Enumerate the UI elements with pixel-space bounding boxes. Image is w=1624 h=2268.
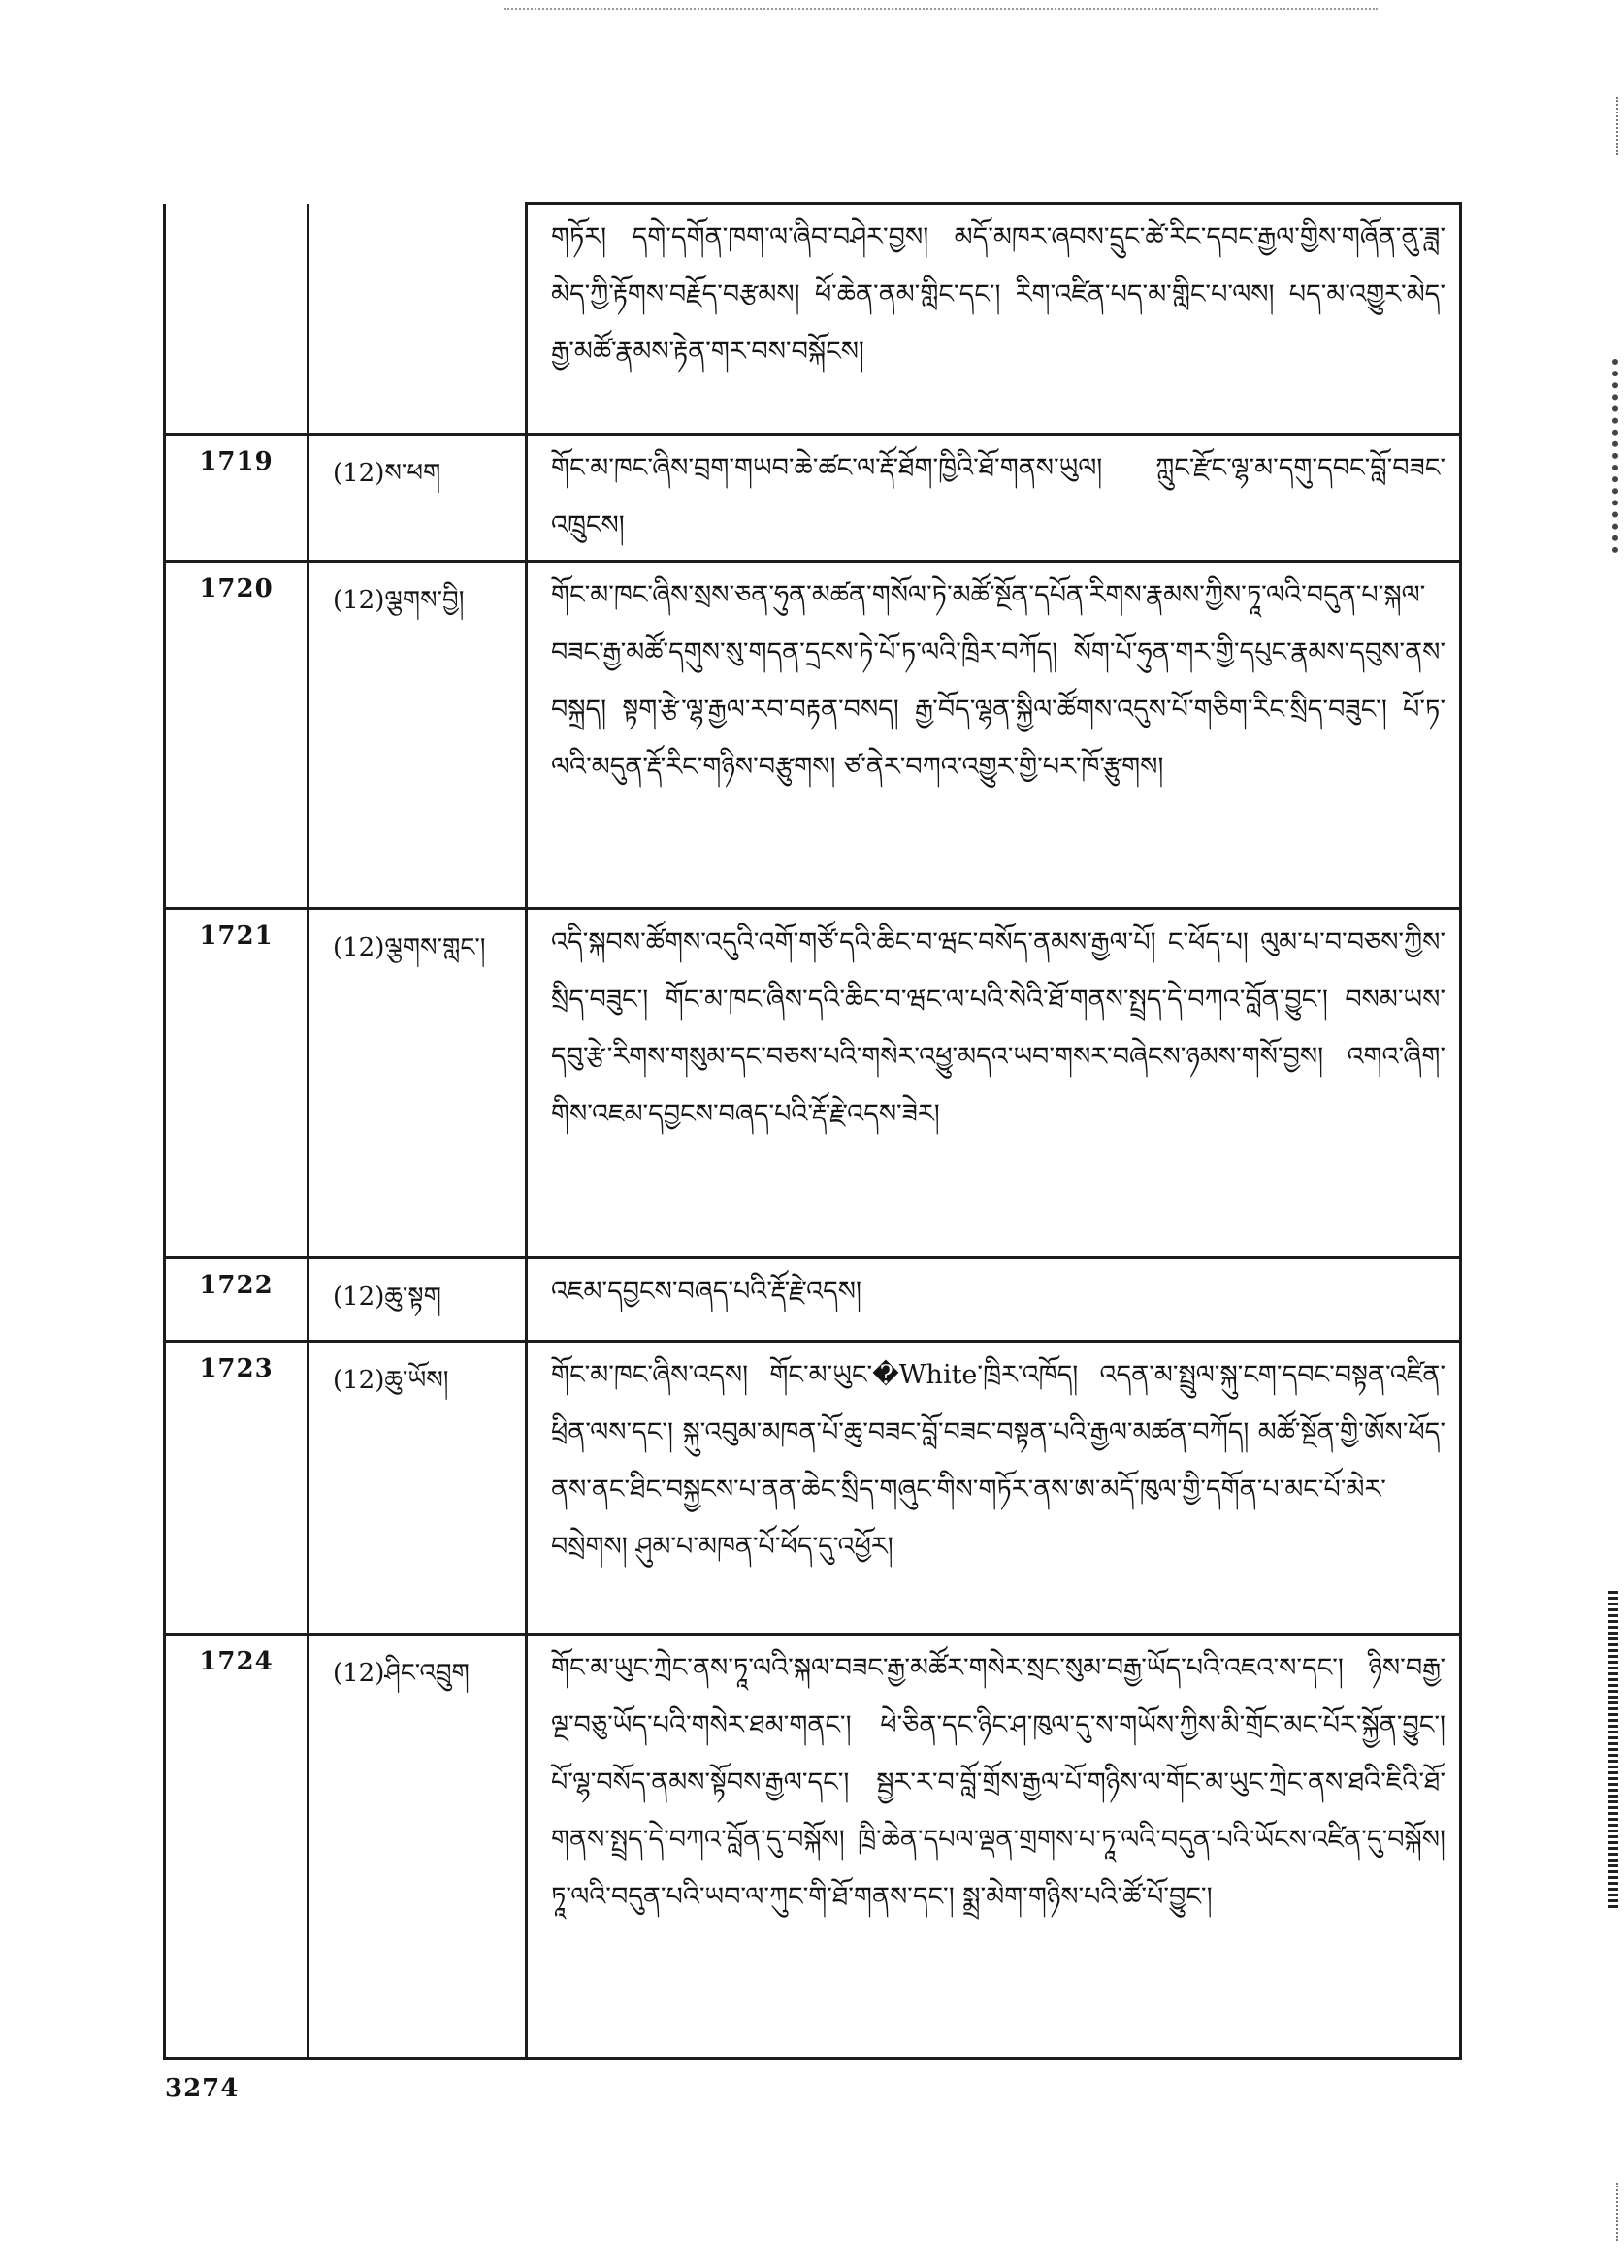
entry-number: 1720 [165,562,309,909]
entry-number: 1719 [165,435,309,562]
entry-definition: གཏོར། དགེ་དགོན་ཁག་ལ་ཞིབ་བཤེར་བྱས། མདོ་མཁར་ཞབས་དྲུང་ཚེ་རིང་དབང་རྒྱལ་གྱིས་གཞོན་ནུ་ཟླ་མེད་ཀྱི་རྟོགས་བརྗོད་བརྩམས། ཕོ་ཆེན་ནམ་གླིང་དང་། རིག་འཛིན་པད་མ་གླིང་པ་ལས། པད་མ་འགྱུར་མེད་རྒྱ་མཚོ་རྣམས་རྟེན་གར་བས་བསྐོངས། [527,204,1461,435]
page-number: 3274 [165,2074,240,2103]
scan-edge-mark [1608,1591,1618,1911]
entry-number: 1723 [165,1342,309,1635]
entry-definition: འདི་སྐབས་ཚོགས་འདུའི་འགོ་གཙོ་དའི་ཆིང་བ་ཝང་བསོད་ནམས་རྒྱལ་པོ། ང་ཕོད་པ། ལུམ་པ་བ་བཅས་ཀྱིས་སྲིད་བཟུང་། གོང་མ་ཁང་ཞིས་དའི་ཆིང་བ་ཝང་ལ་པའི་སེའི་ཐོ་གནས་སྤྲད་དེ་བཀའ་བློན་བྱུང་། བསམ་ཡས་དབུ་རྩེ་རིགས་གསུམ་དང་བཅས་པའི་གསེར་འཕྱུ་མདའ་ཡབ་གསར་བཞེངས་ཉམས་གསོ་བྱས། འགའ་ཞིག་གིས་འཇམ་དབྱངས་བཞད་པའི་རྡོ་རྗེ་འདས་ཟེར། [527,909,1461,1258]
entry-definition: གོང་མ་ཁང་ཞིས་འདས། གོང་མ་ཡུང་�White་ཁྲིར་འཁོད། འདན་མ་སྤྲུལ་སྐུ་ངག་དབང་བསྟན་འཛིན་ཕྲིན་ལས་དང་། སྐུ་འབུམ་མཁན་པོ་ཆུ་བཟང་བློ་བཟང་བསྟན་པའི་རྒྱལ་མཚན་བཀོད། མཚོ་སྔོན་གྱི་ཨོས་ཕོད་ནས་ནང་ཐིང་བསྐྱངས་པ་ནན་ཆེང་སྲིད་གཞུང་གིས་གཏོར་ནས་ཨ་མདོ་ཁུལ་གྱི་དགོན་པ་མང་པོ་མེར་བསྲེགས། ཤུམ་པ་མཁན་པོ་ཕོད་དུ་འཕྱོར། [527,1342,1461,1635]
entry-headword [309,204,527,435]
entry-definition: གོང་མ་ཡུང་ཀྲེང་ནས་ཏཱ་ལའི་སྐལ་བཟང་རྒྱ་མཚོར་གསེར་སྲང་སུམ་བརྒྱ་ཡོད་པའི་འཇའ་ས་དང་། ཉིས་བརྒྱ་ལྔ་བཅུ་ཡོད་པའི་གསེར་ཐམ་གནང་། ཕེ་ཅིན་དང་ཉིང་ཤ་ཁུལ་དུ་ས་གཡོས་ཀྱིས་མི་གྲོང་མང་པོར་སྐྱོན་བྱུང་། པོ་ལྷ་བསོད་ནམས་སྟོབས་རྒྱལ་དང་། སྦྱར་ར་བ་བློ་གྲོས་རྒྱལ་པོ་གཉིས་ལ་གོང་མ་ཡུང་ཀྲེང་ནས་ཐའི་ཇིའི་ཐོ་གནས་སྤྲད་དེ་བཀའ་བློན་དུ་བསྐོས། ཁྲི་ཆེན་དཔལ་ལྡན་གྲགས་པ་ཏཱ་ལའི་བདུན་པའི་ཡོངས་འཛིན་དུ་བསྐོས། ཏཱ་ལའི་བདུན་པའི་ཡབ་ལ་ཀུང་གི་ཐོ་གནས་དང་། སྨྲ་མེག་གཉིས་པའི་ཚོ་པོ་བྱུང་། [527,1635,1461,2059]
table-row [165,1635,1461,2059]
table-row [165,909,1461,1258]
chronology-table [163,202,1462,2060]
table-row [165,204,1461,435]
entry-headword: (12)ས་ཕག [309,435,527,562]
entry-definition: འཇམ་དབྱངས་བཞད་པའི་རྡོ་རྗེ་འདས། [527,1258,1461,1342]
table-row [165,1258,1461,1342]
table-row [165,1342,1461,1635]
entry-number: 1721 [165,909,309,1258]
table-row [165,562,1461,909]
entry-headword: (12)ཆུ་ཡོས། [309,1342,527,1635]
table-row [165,435,1461,562]
entry-headword: (12)ལྕགས་བྱི། [309,562,527,909]
entry-headword: (12)ཤིང་འབྲུག [309,1635,527,2059]
scan-edge-mark [1603,2183,1618,2241]
entry-definition: གོང་མ་ཁང་ཞིས་བྲག་གཡབ་ཆེ་ཚང་ལ་རྡོ་ཐོག་ཁྱིའི་ཐོ་གནས་ཡུལ། ཀླུང་རྫོང་ལྷ་མ་དགུ་དབང་བློ་བཟང་འཁྲུངས། [527,435,1461,562]
scan-edge-mark [1603,97,1618,155]
entry-definition: གོང་མ་ཁང་ཞིས་སྲས་ཅན་ཧུན་མཚན་གསོལ་ཏེ་མཚོ་སྔོན་དཔོན་རིགས་རྣམས་ཀྱིས་ཏཱ་ལའི་བདུན་པ་སྐལ་བཟང་རྒྱ་མཚོ་དགུས་སུ་གདན་དྲངས་ཏེ་པོ་ཏ་ལའི་ཁྲིར་བཀོད། སོག་པོ་ཧུན་གར་གྱི་དཔུང་རྣམས་དབུས་ནས་བསྐྲད། སྟག་རྩེ་ལྷ་རྒྱལ་རབ་བརྟན་བསད། རྒྱ་བོད་ལྷན་སྐྱིལ་ཚོགས་འདུས་པོ་གཅིག་རིང་སྲིད་བཟུང་། པོ་ཏ་ལའི་མདུན་རྡོ་རིང་གཉིས་བརྩུགས། ཙ་ནེར་བཀའ་འགྱུར་གྱི་པར་ཁོ་རྩུགས། [527,562,1461,909]
entry-headword: (12)ཆུ་སྟག [309,1258,527,1342]
top-edge-dots [504,8,1378,10]
entry-headword: (12)ལྕགས་གླང་། [309,909,527,1258]
scan-edge-mark [1599,359,1618,553]
entry-number [165,204,309,435]
entry-number: 1722 [165,1258,309,1342]
entry-number: 1724 [165,1635,309,2059]
